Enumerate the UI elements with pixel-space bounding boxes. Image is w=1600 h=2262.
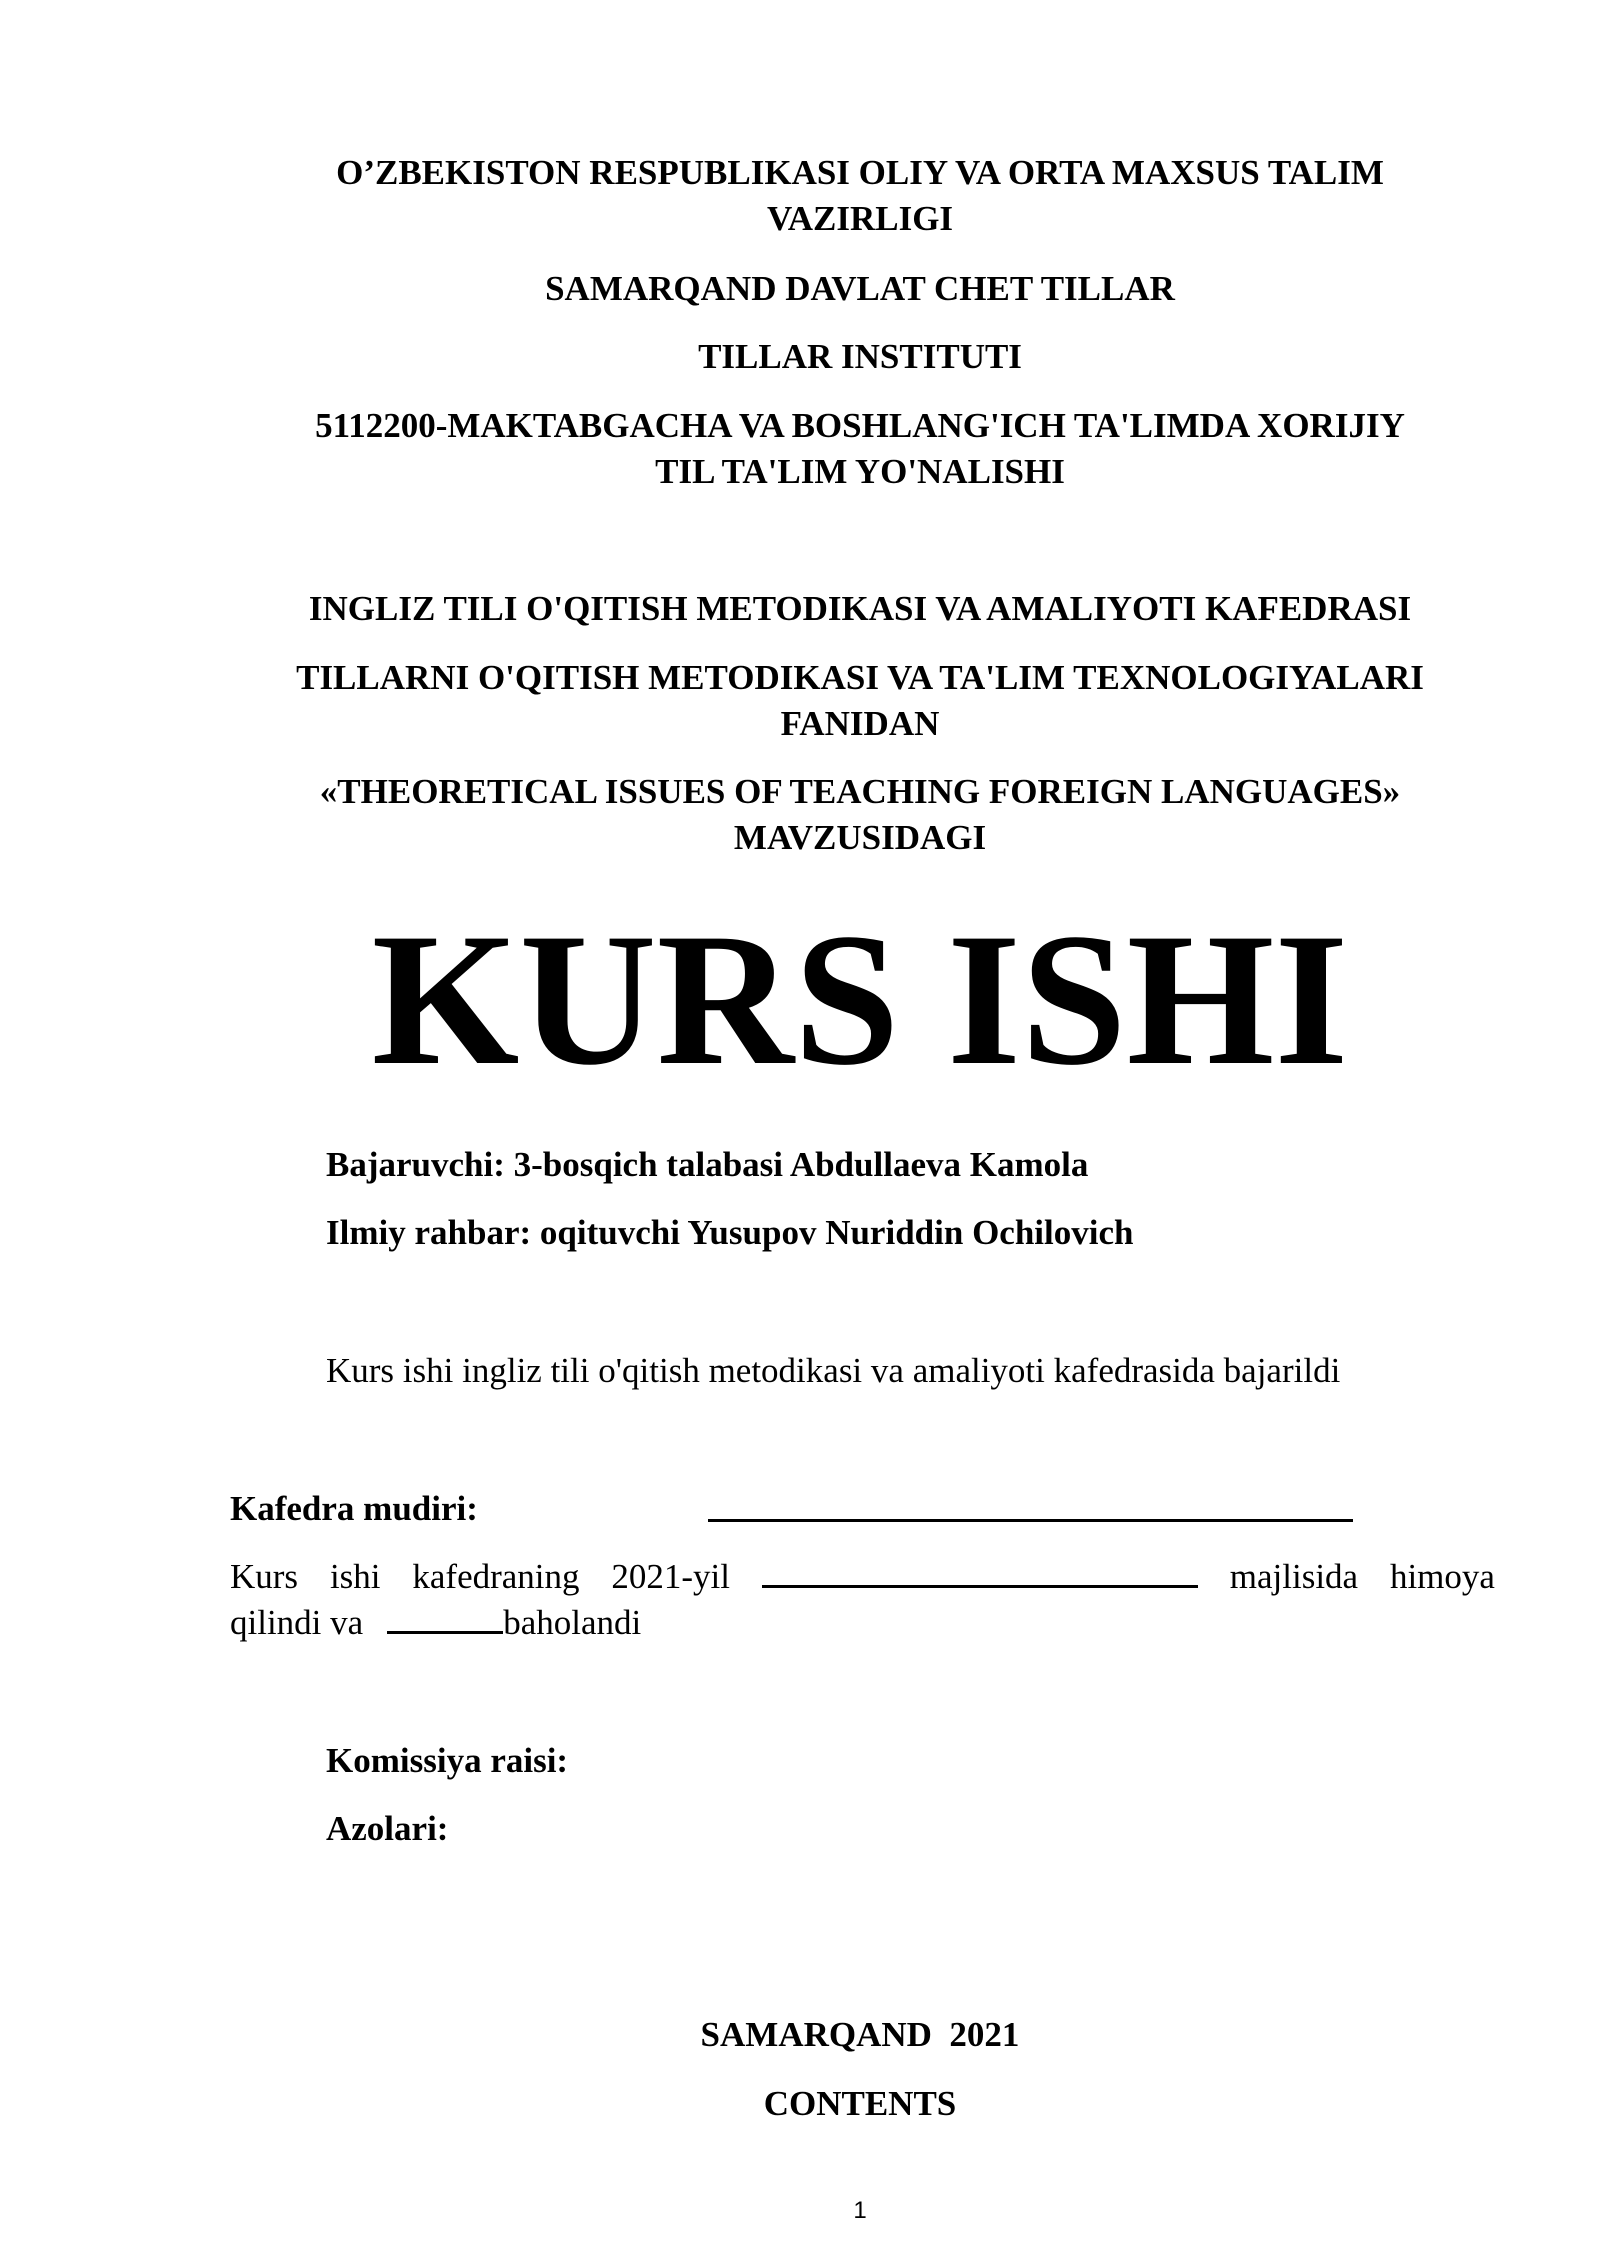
- supervisor-line: Ilmiy rahbar: oqituvchi Yusupov Nuriddin Ochilovich: [326, 1213, 1134, 1252]
- head-signature-line: [708, 1519, 1353, 1522]
- defense-word: Kurs: [230, 1557, 299, 1596]
- head-of-department-label: Kafedra mudiri:: [230, 1489, 478, 1528]
- document-title: KURS ISHI: [371, 895, 1349, 1105]
- contents-text: CONTENTS: [763, 2084, 957, 2123]
- place-year: [230, 2012, 1490, 2058]
- page-number: 1: [853, 2197, 867, 2224]
- commission-members-label: Azolari:: [326, 1809, 449, 1848]
- commission-chair-label: Komissiya raisi:: [326, 1741, 569, 1780]
- ministry-line-2: VAZIRLIGI: [766, 199, 954, 238]
- defense-word: ishi: [329, 1557, 381, 1596]
- direction-heading: [230, 403, 1490, 495]
- grade-blank: [387, 1601, 503, 1634]
- subject-heading: [230, 655, 1490, 747]
- defense-word: majlisida: [1229, 1557, 1359, 1596]
- institute-heading-2: [230, 334, 1490, 380]
- defense-line-2-start: qilindi va: [230, 1603, 364, 1642]
- defense-line-1: [230, 1554, 1495, 1600]
- topic-line-1: «THEORETICAL ISSUES OF TEACHING FOREIGN LANGUAGES»: [319, 772, 1401, 811]
- institute-line-1: SAMARQAND DAVLAT CHET TILLAR: [545, 269, 1175, 308]
- meeting-date-blank: [762, 1555, 1198, 1588]
- defense-line-2: [230, 1600, 641, 1646]
- subject-line-1: TILLARNI O'QITISH METODIKASI VA TA'LIM TEXNOLOGIYALARI: [296, 658, 1424, 697]
- subject-line-2: FANIDAN: [780, 704, 940, 743]
- direction-line-2: TIL TA'LIM YO'NALISHI: [655, 452, 1065, 491]
- institute-heading: [230, 266, 1490, 312]
- kafedra-heading: [230, 586, 1490, 632]
- topic-heading: [230, 769, 1490, 861]
- executor-line: Bajaruvchi: 3-bosqich talabasi Abdullaeva Kamola: [326, 1145, 1089, 1184]
- ministry-heading: [230, 150, 1490, 242]
- defense-word: 2021-yil: [611, 1557, 731, 1596]
- institute-line-2: TILLAR INSTITUTI: [698, 337, 1022, 376]
- direction-line-1: 5112200-MAKTABGACHA VA BOSHLANG'ICH TA'LIMDA XORIJIY: [315, 406, 1405, 445]
- contents-heading: [230, 2081, 1490, 2127]
- kafedra-line: INGLIZ TILI O'QITISH METODIKASI VA AMALIYOTI KAFEDRASI: [308, 589, 1412, 628]
- defense-word: himoya: [1389, 1557, 1495, 1596]
- completion-statement: Kurs ishi ingliz tili o'qitish metodikasi va amaliyoti kafedrasida bajarildi: [326, 1351, 1341, 1390]
- defense-line-2-end: baholandi: [503, 1603, 642, 1642]
- place-year-text: SAMARQAND 2021: [700, 2015, 1020, 2054]
- topic-line-2: MAVZUSIDAGI: [733, 818, 987, 857]
- ministry-line-1: O’ZBEKISTON RESPUBLIKASI OLIY VA ORTA MAXSUS TALIM: [336, 153, 1384, 192]
- defense-word: kafedraning: [412, 1557, 580, 1596]
